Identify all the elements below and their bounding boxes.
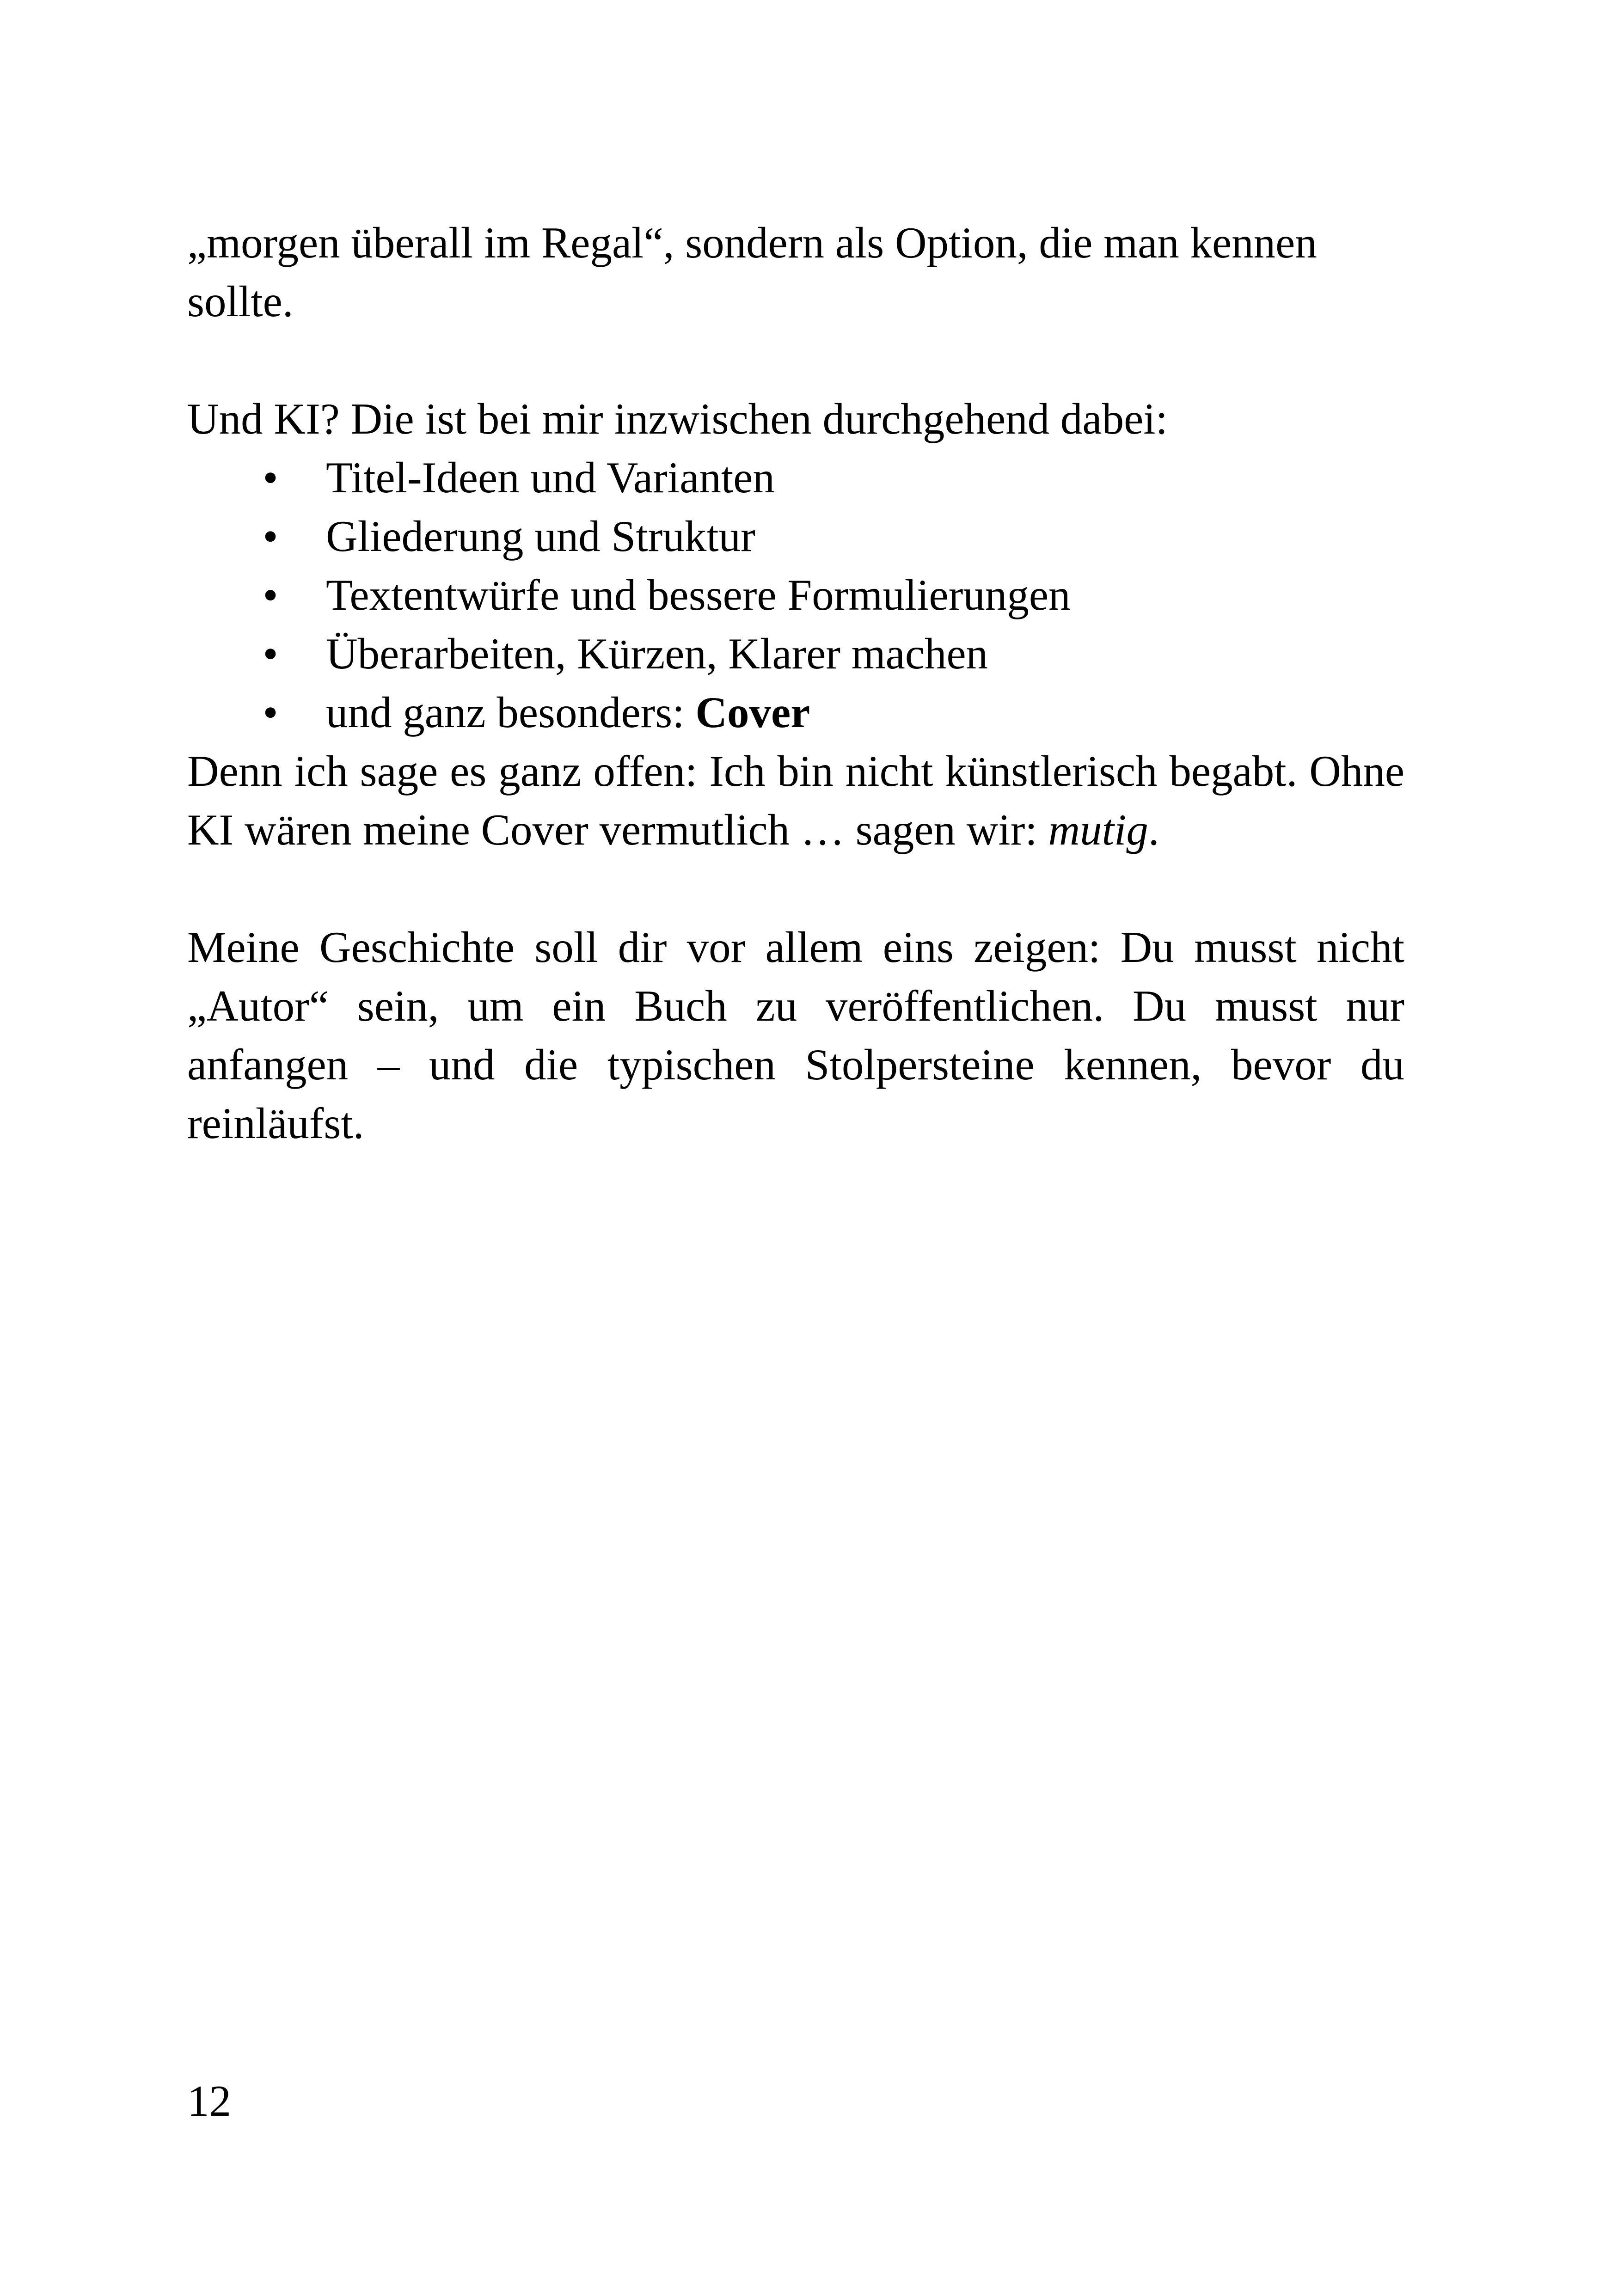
ki-uses-list [187,448,1404,742]
paragraph-continuation: „morgen überall im Regal“, sondern als Option, die man kennen sollte. [187,218,1317,326]
list-item [187,566,1404,625]
list-item [187,625,1404,683]
list-item-emphasis: Cover [695,688,810,737]
body-text [187,214,1404,1153]
list-item-text: und ganz besonders: [326,688,696,737]
bullet-icon: • [263,688,278,737]
paragraph-ki-intro: Und KI? Die ist bei mir inzwischen durchgehend dabei: [187,394,1168,443]
paragraph-spacer [187,331,1404,390]
list-item [187,448,1404,507]
bullet-icon: • [263,629,278,678]
paragraph-spacer [187,859,1404,918]
paragraph-end: . [1148,805,1159,854]
list-item-text: Titel-Ideen und Varianten [326,453,775,502]
paragraph-story: Meine Geschichte soll dir vor allem eins zeigen: Du musst nicht „Autor“ sein, um ein Buch zu veröffentlichen. Du musst nur anfangen – und die typischen Stolpersteine kennen, bevor du reinläufst. [187,923,1404,1148]
list-item-text: Überarbeiten, Kürzen, Klarer machen [326,629,988,678]
bullet-icon: • [263,453,278,502]
bullet-icon: • [263,570,278,619]
paragraph-text: Denn ich sage es ganz offen: Ich bin nicht künstlerisch begabt. Ohne KI wären meine Cover vermutlich … sagen wir: [187,747,1404,854]
paragraph-artistic [187,742,1404,859]
list-item-text: Textentwürfe und bessere Formulierungen [326,570,1071,619]
page-number: 12 [187,2076,231,2125]
paragraph-emphasis: mutig [1048,805,1148,854]
bullet-icon: • [263,512,278,561]
list-item-text: Gliederung und Struktur [326,512,755,561]
list-item [187,683,1404,742]
list-item [187,507,1404,566]
